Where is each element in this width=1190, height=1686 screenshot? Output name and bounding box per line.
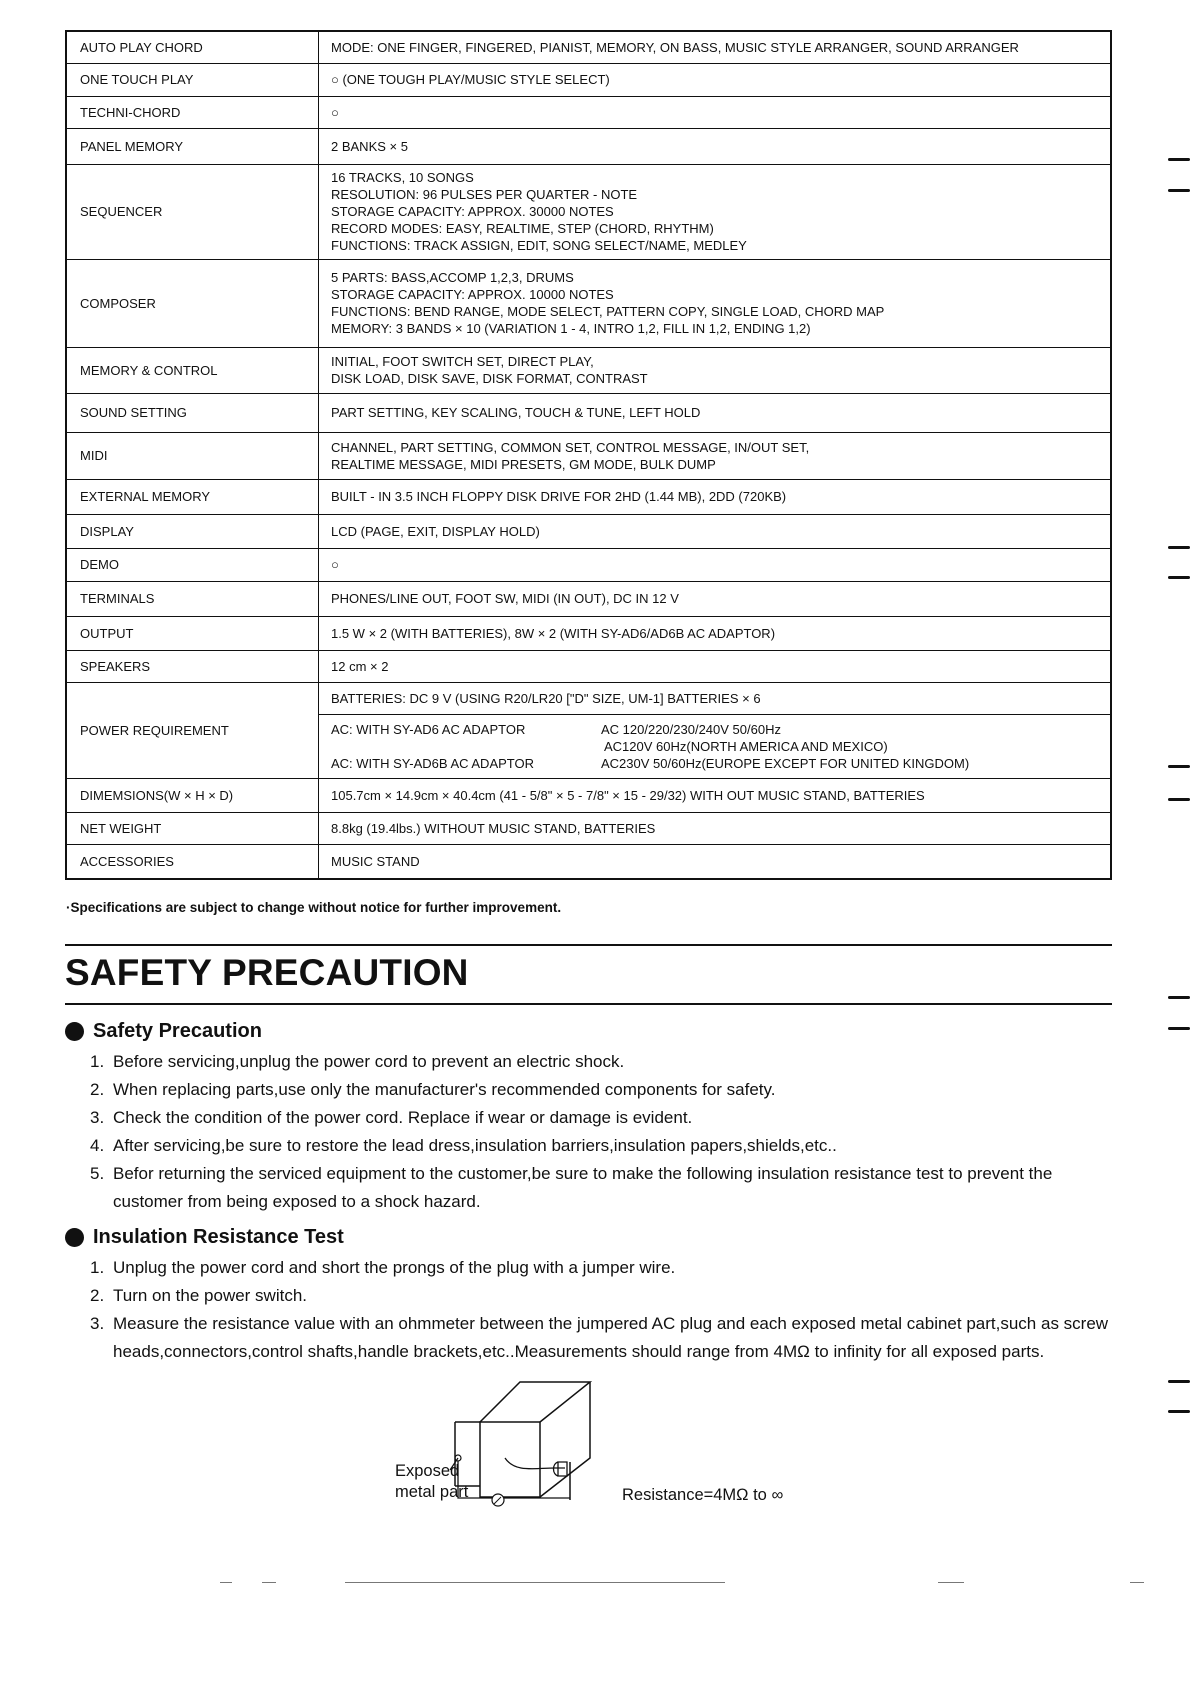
table-row — [66, 96, 1111, 128]
edge-mark — [1168, 765, 1190, 768]
ac1-values — [601, 721, 888, 755]
spec-label: DEMO — [66, 548, 319, 581]
table-row — [66, 347, 1111, 393]
spec-value-line: FUNCTIONS: BEND RANGE, MODE SELECT, PATTERN COPY, SINGLE LOAD, CHORD MAP — [331, 304, 885, 319]
spec-value — [319, 31, 1112, 63]
spec-value — [319, 714, 1112, 778]
spec-value-line: REALTIME MESSAGE, MIDI PRESETS, GM MODE, BULK DUMP — [331, 456, 716, 472]
ac1-value-2: AC120V 60Hz(NORTH AMERICA AND MEXICO) — [604, 738, 888, 754]
ac1-value-1: AC 120/220/230/240V 50/60Hz — [601, 721, 781, 737]
spec-value-line: 105.7cm × 14.9cm × 40.4cm (41 - 5/8" × 5 - 7/8" × 15 - 29/32) WITH OUT MUSIC STAND, BATTERIES — [331, 787, 925, 803]
spec-label: OUTPUT — [66, 616, 319, 650]
resistance-label: Resistance=4MΩ to ∞ — [622, 1486, 784, 1504]
spec-label: NET WEIGHT — [66, 812, 319, 844]
safety-heading — [65, 1020, 262, 1043]
list-text: Befor returning the serviced equipment to the customer,be sure to make the following insulation resistance test to prevent the customer from being exposed to a shock hazard. — [113, 1164, 1053, 1211]
list-text: Unplug the power cord and short the prongs of the plug with a jumper wire. — [113, 1258, 676, 1277]
list-text: After servicing,be sure to restore the lead dress,insulation barriers,insulation papers,shields,etc.. — [113, 1136, 837, 1155]
spec-label: TECHNI-CHORD — [66, 96, 319, 128]
spec-label: ACCESSORIES — [66, 844, 319, 879]
table-row — [66, 581, 1111, 616]
table-row — [66, 63, 1111, 96]
spec-value-line: 2 BANKS × 5 — [331, 138, 408, 154]
edge-mark — [1168, 996, 1190, 999]
table-row — [66, 479, 1111, 514]
list-item — [90, 1282, 1120, 1310]
spec-value — [319, 164, 1112, 259]
spec-label: SEQUENCER — [66, 164, 319, 259]
spec-value-line: BUILT - IN 3.5 INCH FLOPPY DISK DRIVE FOR 2HD (1.44 MB), 2DD (720KB) — [331, 489, 787, 504]
spec-value — [319, 259, 1112, 347]
spec-value — [319, 650, 1112, 682]
spec-value-line: ○ (ONE TOUGH PLAY/MUSIC STYLE SELECT) — [331, 72, 610, 87]
exposed-label-1: Exposed — [395, 1462, 460, 1480]
list-number: 3. — [90, 1108, 105, 1127]
spec-value-line: MEMORY: 3 BANDS × 10 (VARIATION 1 - 4, INTRO 1,2, FILL IN 1,2, ENDING 1,2) — [331, 321, 811, 336]
table-row — [66, 514, 1111, 548]
table-row — [66, 164, 1111, 259]
ac2-value: AC230V 50/60Hz(EUROPE EXCEPT FOR UNITED KINGDOM) — [601, 755, 970, 771]
spec-value — [319, 479, 1112, 514]
spec-label: DISPLAY — [66, 514, 319, 548]
spec-value — [319, 548, 1112, 581]
spec-value-line: MUSIC STAND — [331, 853, 420, 869]
spec-value-line: STORAGE CAPACITY: APPROX. 10000 NOTES — [331, 287, 614, 302]
insulation-diagram — [395, 1378, 855, 1518]
table-row — [66, 31, 1111, 63]
spec-value-line: 1.5 W × 2 (WITH BATTERIES), 8W × 2 (WITH SY-AD6/AD6B AC ADAPTOR) — [331, 625, 776, 641]
edge-mark — [1168, 189, 1190, 192]
table-row — [66, 682, 1111, 714]
safety-list — [90, 1048, 1120, 1216]
spec-value — [319, 63, 1112, 96]
spec-label: MEMORY & CONTROL — [66, 347, 319, 393]
list-item — [90, 1254, 1120, 1282]
bottom-scan-line — [938, 1582, 964, 1583]
bottom-scan-line — [220, 1582, 232, 1583]
spec-value-line: ○ — [331, 557, 339, 572]
spec-value-line: INITIAL, FOOT SWITCH SET, DIRECT PLAY, — [331, 354, 594, 369]
spec-label: SPEAKERS — [66, 650, 319, 682]
edge-mark — [1168, 1027, 1190, 1030]
list-number: 3. — [90, 1314, 105, 1333]
ac2-label: AC: WITH SY-AD6B AC ADAPTOR — [331, 755, 534, 771]
spec-value — [319, 432, 1112, 479]
bottom-scan-line — [1130, 1582, 1144, 1583]
spec-value-line: PART SETTING, KEY SCALING, TOUCH & TUNE, LEFT HOLD — [331, 405, 701, 420]
spec-value — [319, 347, 1112, 393]
spec-label: POWER REQUIREMENT — [66, 682, 319, 778]
list-item — [90, 1104, 1120, 1132]
bottom-scan-line — [262, 1582, 276, 1583]
list-text: When replacing parts,use only the manufacturer's recommended components for safety. — [113, 1080, 776, 1099]
list-number: 1. — [90, 1052, 105, 1071]
list-number: 2. — [90, 1286, 105, 1305]
spec-value — [319, 844, 1112, 879]
footnote: ·Specifications are subject to change without notice for further improvement. — [66, 900, 562, 915]
spec-label: TERMINALS — [66, 581, 319, 616]
spec-value-line: CHANNEL, PART SETTING, COMMON SET, CONTROL MESSAGE, IN/OUT SET, — [331, 439, 810, 455]
table-row — [66, 616, 1111, 650]
safety-heading-text: Safety Precaution — [93, 1020, 262, 1042]
table-row — [66, 128, 1111, 164]
list-item — [90, 1048, 1120, 1076]
spec-value-line: MODE: ONE FINGER, FINGERED, PIANIST, MEMORY, ON BASS, MUSIC STYLE ARRANGER, SOUND ARRANGER — [331, 39, 1019, 55]
title-bottom-rule — [65, 1003, 1112, 1005]
spec-value-line: RESOLUTION: 96 PULSES PER QUARTER - NOTE — [331, 187, 638, 202]
ac-row — [331, 755, 1110, 772]
spec-value — [319, 812, 1112, 844]
spec-table — [65, 30, 1112, 880]
spec-label: PANEL MEMORY — [66, 128, 319, 164]
insulation-heading — [65, 1226, 344, 1249]
spec-value-line: 12 cm × 2 — [331, 658, 389, 674]
list-item — [90, 1310, 1120, 1366]
list-number: 1. — [90, 1258, 105, 1277]
spec-value-line: STORAGE CAPACITY: APPROX. 30000 NOTES — [331, 204, 614, 219]
spec-label: MIDI — [66, 432, 319, 479]
spec-label: DIMEMSIONS(W × H × D) — [66, 778, 319, 812]
list-item — [90, 1132, 1120, 1160]
edge-mark — [1168, 546, 1190, 549]
edge-mark — [1168, 798, 1190, 801]
spec-value — [319, 128, 1112, 164]
title-top-rule — [65, 944, 1112, 946]
list-text: Check the condition of the power cord. Replace if wear or damage is evident. — [113, 1108, 693, 1127]
spec-value-line: ○ — [331, 104, 339, 120]
edge-mark — [1168, 1380, 1190, 1383]
spec-value — [319, 682, 1112, 714]
spec-value-line: 8.8kg (19.4lbs.) WITHOUT MUSIC STAND, BATTERIES — [331, 820, 656, 836]
spec-label: AUTO PLAY CHORD — [66, 31, 319, 63]
list-text: Turn on the power switch. — [113, 1286, 308, 1305]
insulation-heading-text: Insulation Resistance Test — [93, 1226, 344, 1248]
spec-value-line: 5 PARTS: BASS,ACCOMP 1,2,3, DRUMS — [331, 270, 574, 285]
spec-value — [319, 778, 1112, 812]
table-row — [66, 844, 1111, 879]
table-row — [66, 650, 1111, 682]
spec-label: ONE TOUCH PLAY — [66, 63, 319, 96]
edge-mark — [1168, 576, 1190, 579]
spec-value — [319, 616, 1112, 650]
spec-value-line: 16 TRACKS, 10 SONGS — [331, 170, 474, 185]
bullet-icon — [65, 1228, 84, 1247]
table-row — [66, 778, 1111, 812]
bullet-icon — [65, 1022, 84, 1041]
spec-value-line: PHONES/LINE OUT, FOOT SW, MIDI (IN OUT), DC IN 12 V — [331, 591, 679, 606]
list-number: 4. — [90, 1136, 105, 1155]
exposed-label-2: metal part — [395, 1483, 469, 1501]
ac1-label: AC: WITH SY-AD6 AC ADAPTOR — [331, 721, 526, 737]
edge-mark — [1168, 158, 1190, 161]
list-text: Measure the resistance value with an ohmmeter between the jumpered AC plug and each exposed metal cabinet part,such as screw heads,connectors,control shafts,handle brackets,etc..Measurements should range from 4MΩ to infinity for all exposed parts. — [113, 1314, 1109, 1361]
table-row — [66, 393, 1111, 432]
spec-value — [319, 393, 1112, 432]
list-item — [90, 1160, 1120, 1216]
table-row — [66, 812, 1111, 844]
table-row — [66, 548, 1111, 581]
table-row — [66, 259, 1111, 347]
spec-label: EXTERNAL MEMORY — [66, 479, 319, 514]
spec-value-line: RECORD MODES: EASY, REALTIME, STEP (CHORD, RHYTHM) — [331, 221, 714, 236]
spec-value-line: FUNCTIONS: TRACK ASSIGN, EDIT, SONG SELECT/NAME, MEDLEY — [331, 238, 747, 253]
spec-value — [319, 96, 1112, 128]
spec-value — [319, 514, 1112, 548]
table-row — [66, 432, 1111, 479]
list-text: Before servicing,unplug the power cord to prevent an electric shock. — [113, 1052, 625, 1071]
bottom-scan-line — [345, 1582, 725, 1583]
spec-value — [319, 581, 1112, 616]
edge-mark — [1168, 1410, 1190, 1413]
ac-row — [331, 721, 1110, 755]
list-number: 5. — [90, 1164, 105, 1183]
spec-value-line: LCD (PAGE, EXIT, DISPLAY HOLD) — [331, 523, 540, 539]
spec-value-line: DISK LOAD, DISK SAVE, DISK FORMAT, CONTRAST — [331, 371, 648, 386]
spec-label: SOUND SETTING — [66, 393, 319, 432]
insulation-list — [90, 1254, 1120, 1366]
page-title: SAFETY PRECAUTION — [65, 952, 469, 993]
list-item — [90, 1076, 1120, 1104]
list-number: 2. — [90, 1080, 105, 1099]
power-batteries: BATTERIES: DC 9 V (USING R20/LR20 ["D" SIZE, UM-1] BATTERIES × 6 — [331, 690, 761, 706]
spec-label: COMPOSER — [66, 259, 319, 347]
